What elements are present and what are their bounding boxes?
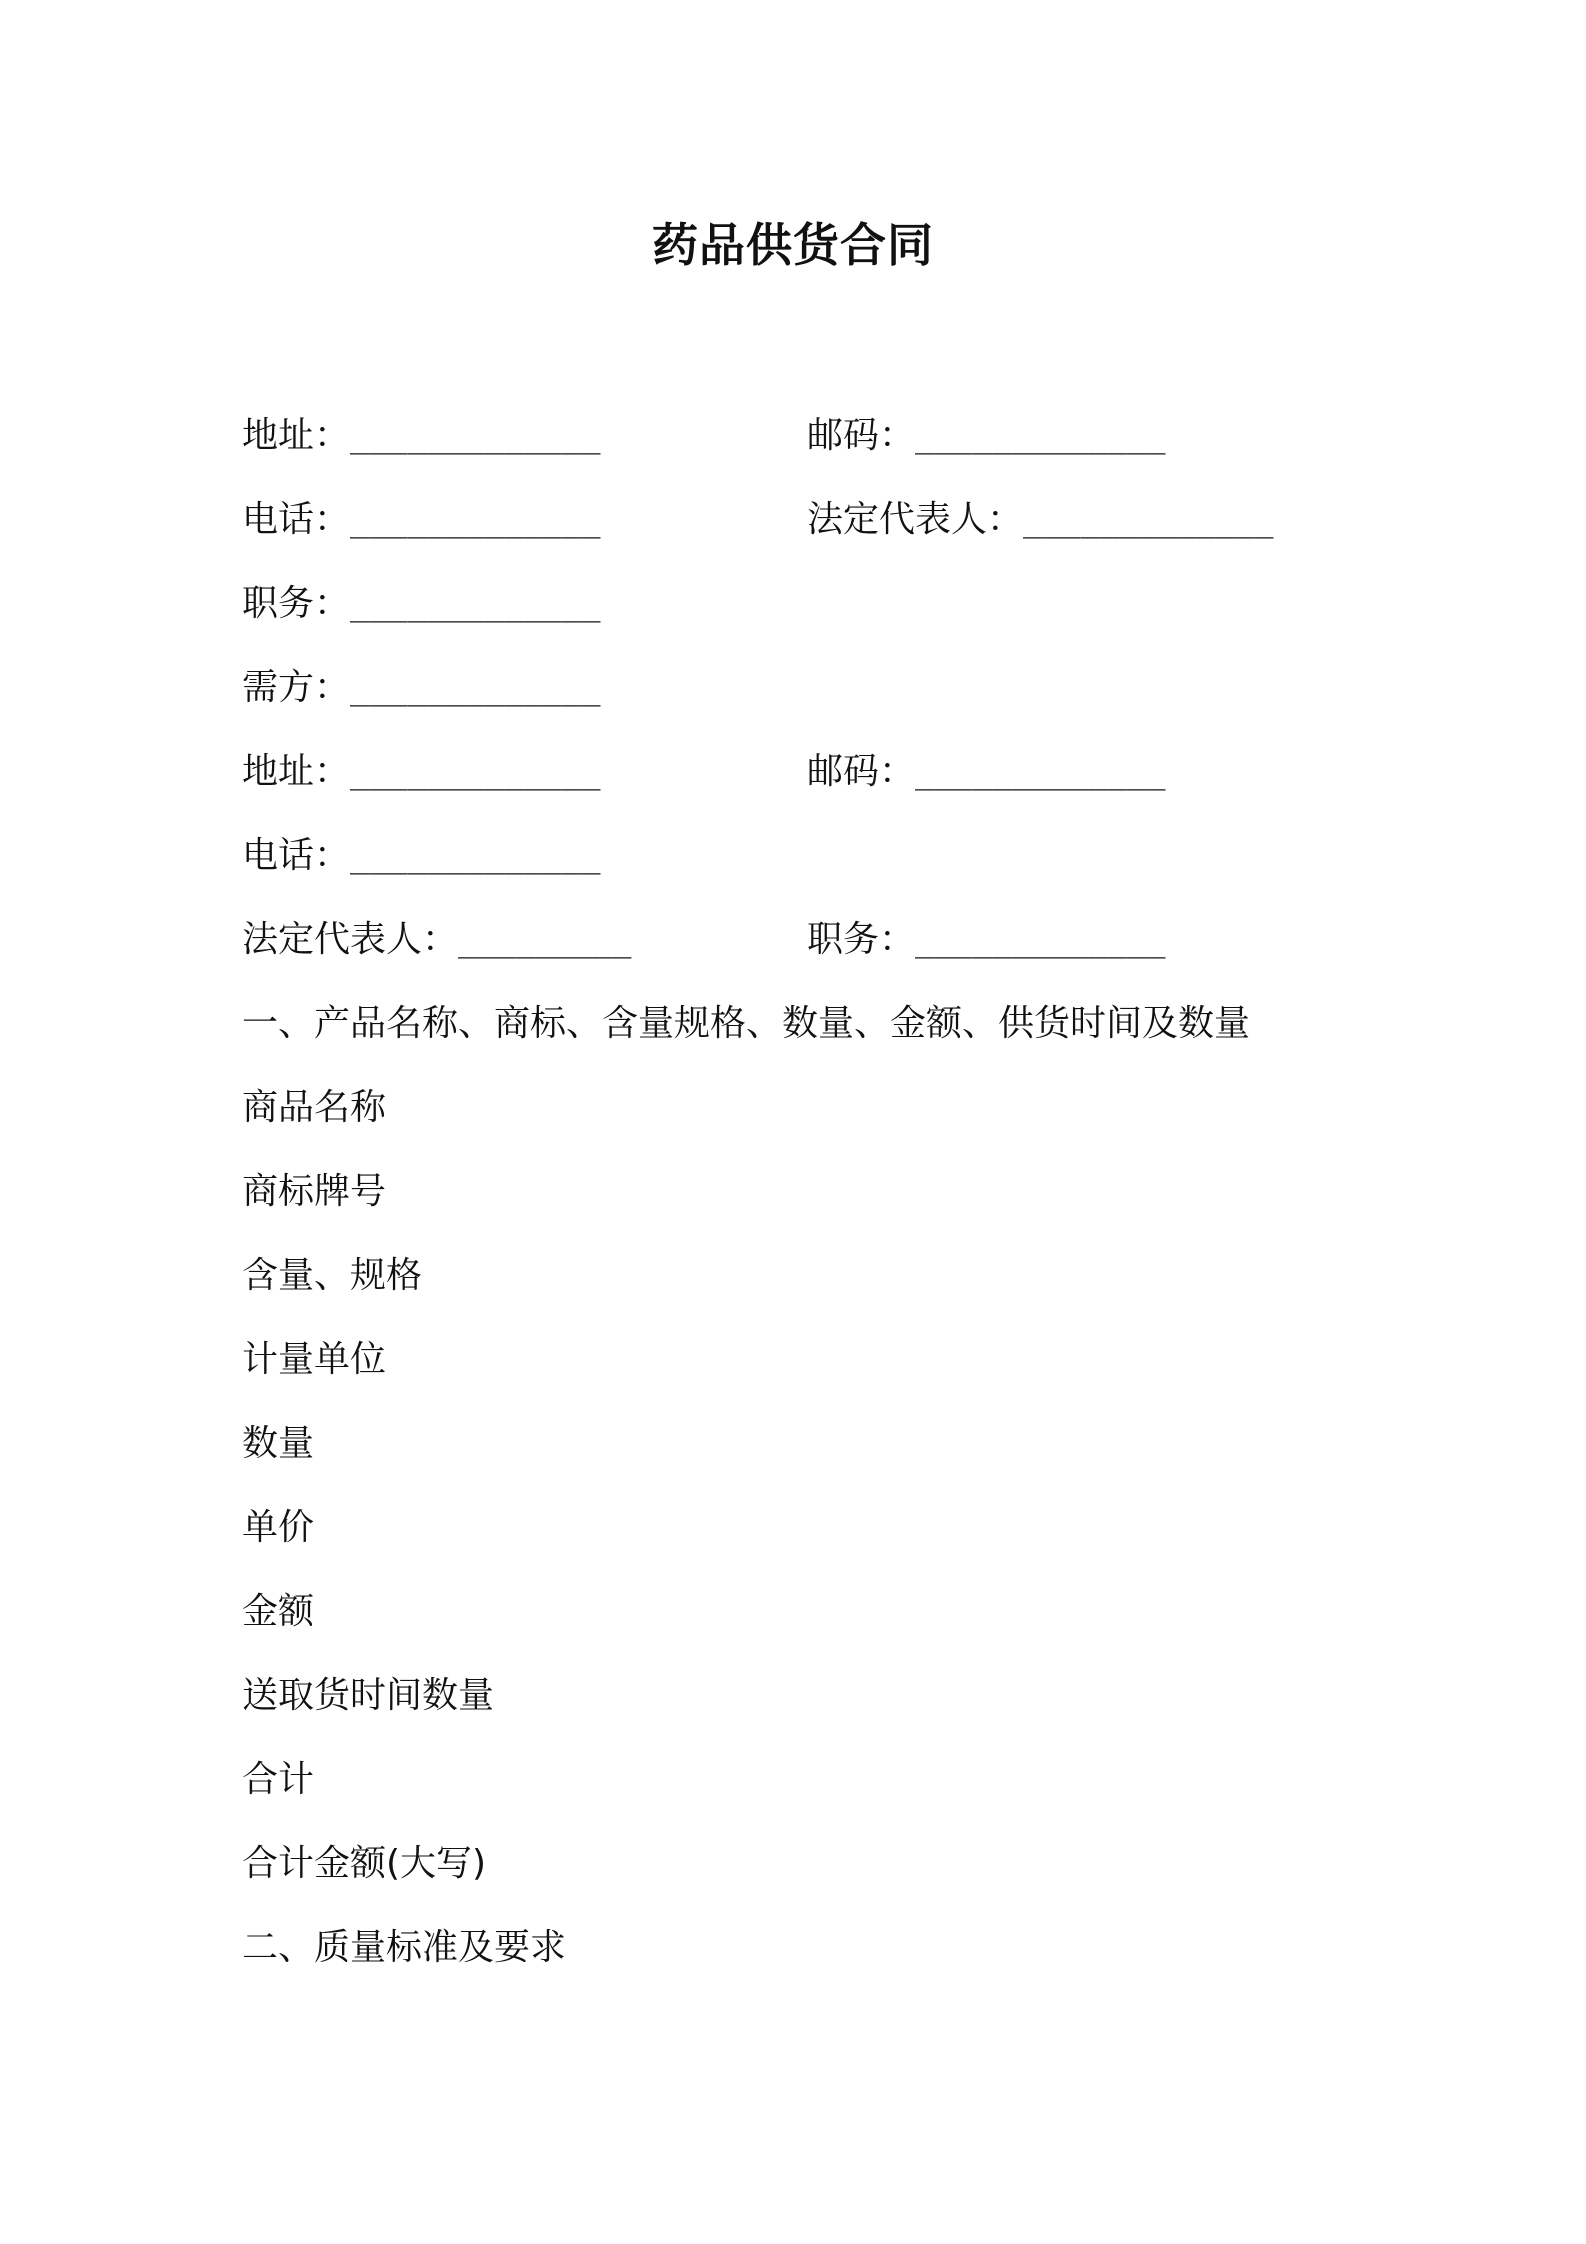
buyer-legal-rep-label: 法定代表人：: [242, 919, 459, 960]
buyer-address-label: 地址：: [242, 751, 351, 792]
section-2-heading: 二、质量标准及要求: [242, 1927, 567, 1968]
item-amount: 金额: [242, 1591, 315, 1632]
supplier-legal-rep-blank[interactable]: _____________: [1023, 501, 1274, 539]
buyer-legal-rep-field: [242, 916, 631, 964]
buyer-postcode-blank[interactable]: _____________: [915, 753, 1166, 791]
item-trademark: 商标牌号: [242, 1171, 387, 1212]
supplier-postcode-blank[interactable]: _____________: [915, 417, 1166, 455]
item-quantity: 数量: [242, 1423, 315, 1464]
supplier-postcode-field: [807, 412, 1165, 460]
section-1-heading: 一、产品名称、商标、含量规格、数量、金额、供货时间及数量: [242, 1003, 1251, 1044]
buyer-position-label: 职务：: [807, 919, 916, 960]
buyer-name-field: [242, 664, 600, 712]
buyer-phone-blank[interactable]: _____________: [350, 837, 601, 875]
item-unit: 计量单位: [242, 1339, 387, 1380]
item-delivery-time-qty: 送取货时间数量: [242, 1675, 495, 1716]
supplier-legal-rep-field: [807, 496, 1273, 544]
buyer-address-blank[interactable]: _____________: [350, 753, 601, 791]
item-unit-price: 单价: [242, 1507, 315, 1548]
supplier-postcode-label: 邮码：: [807, 415, 916, 456]
item-product-name: 商品名称: [242, 1087, 387, 1128]
supplier-position-blank[interactable]: _____________: [350, 585, 601, 623]
buyer-legal-rep-blank[interactable]: _________: [458, 921, 632, 959]
buyer-position-field: [807, 916, 1165, 964]
buyer-address-field: [242, 748, 600, 796]
supplier-address-field: [242, 412, 600, 460]
buyer-phone-label: 电话：: [242, 835, 351, 876]
supplier-address-blank[interactable]: _____________: [350, 417, 601, 455]
supplier-legal-rep-label: 法定代表人：: [807, 499, 1024, 540]
supplier-phone-blank[interactable]: _____________: [350, 501, 601, 539]
supplier-position-label: 职务：: [242, 583, 351, 624]
supplier-phone-field: [242, 496, 600, 544]
buyer-postcode-field: [807, 748, 1165, 796]
supplier-phone-label: 电话：: [242, 499, 351, 540]
buyer-position-blank[interactable]: _____________: [915, 921, 1166, 959]
item-content-spec: 含量、规格: [242, 1255, 423, 1296]
buyer-postcode-label: 邮码：: [807, 751, 916, 792]
buyer-name-label: 需方：: [242, 667, 351, 708]
supplier-address-label: 地址：: [242, 415, 351, 456]
item-total: 合计: [242, 1759, 315, 1800]
item-total-amount-words: 合计金额(大写): [242, 1843, 487, 1884]
document-title: 药品供货合同: [652, 218, 934, 272]
buyer-phone-field: [242, 832, 600, 880]
supplier-position-field: [242, 580, 600, 628]
buyer-name-blank[interactable]: _____________: [350, 669, 601, 707]
